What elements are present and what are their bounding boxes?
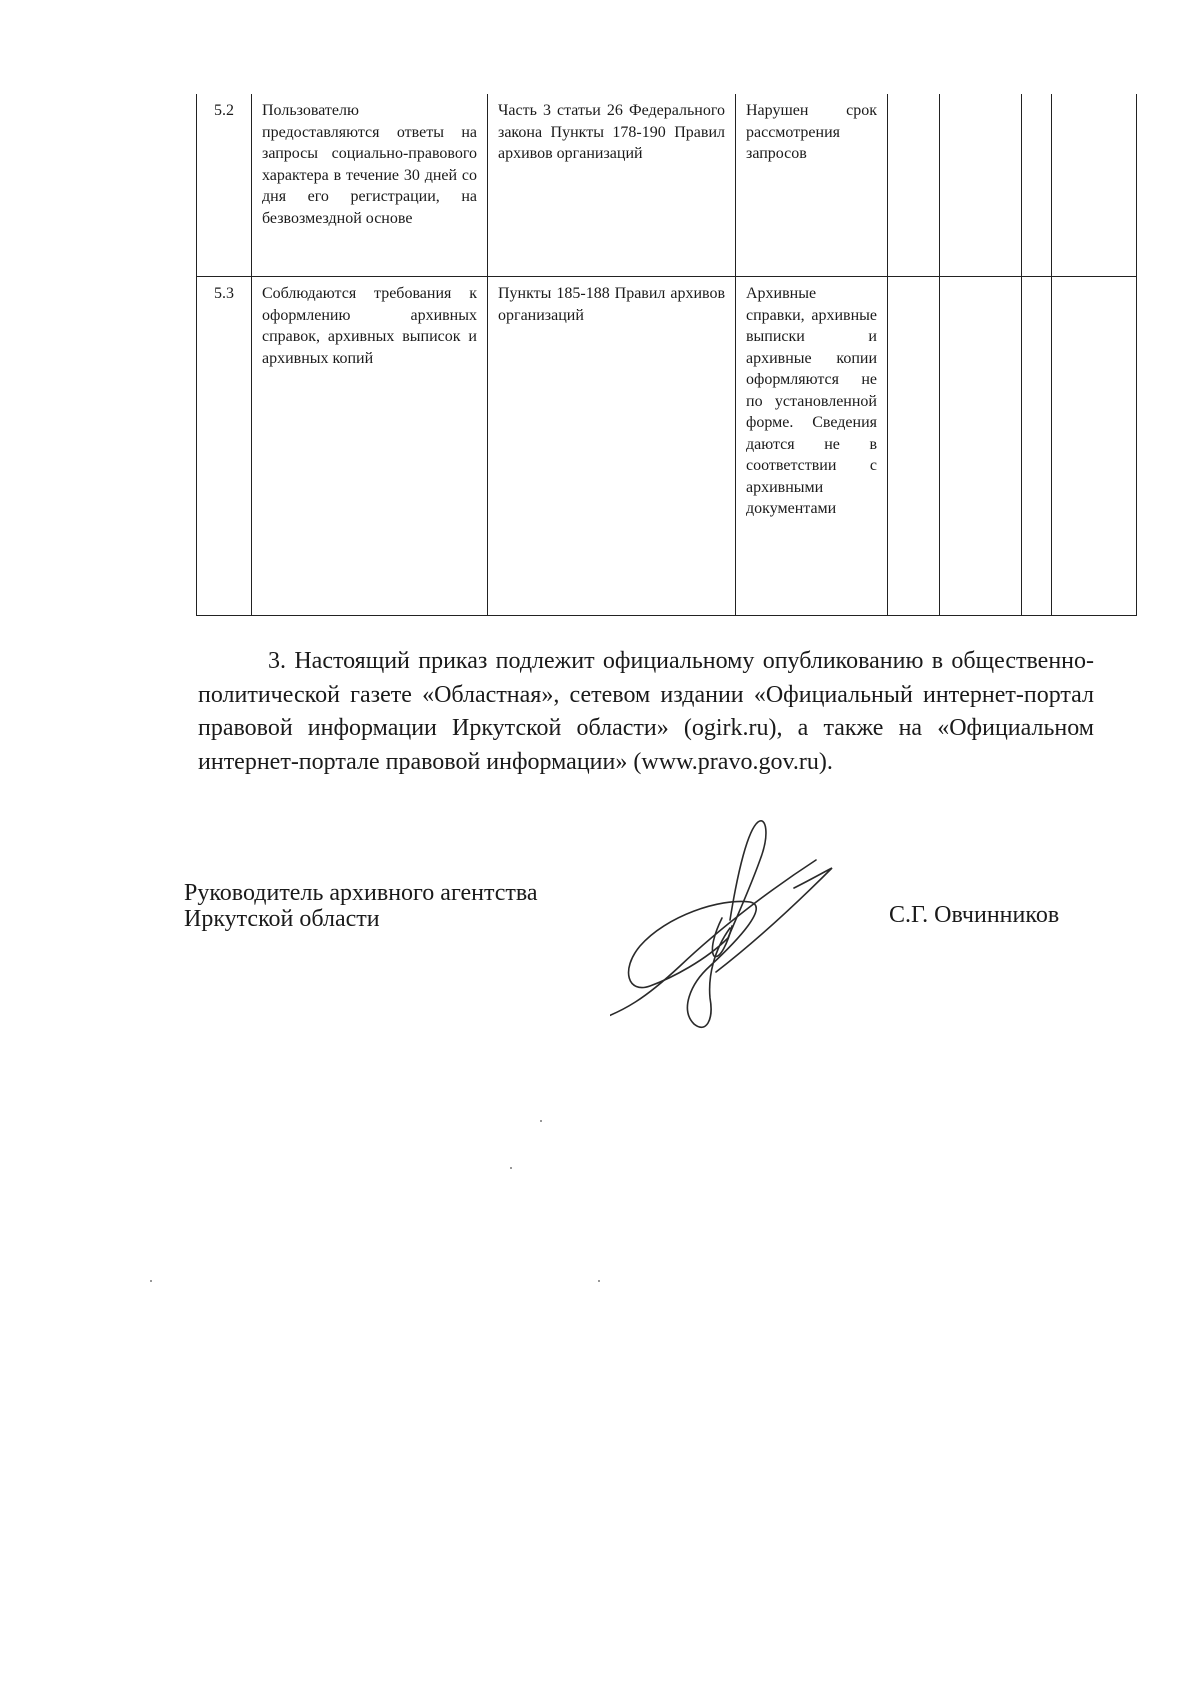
violation-cell: Нарушен срок рассмотрения запросов: [736, 94, 888, 277]
empty-cell: [888, 277, 940, 616]
table-row: [197, 94, 1137, 277]
violation-cell: Архивные справки, архивные выписки и архивные копии оформляются не по установленной форме. Сведения даются не в соответствии с архивными документами: [736, 277, 888, 616]
violations-table: [196, 94, 1137, 616]
handwritten-signature: [610, 810, 910, 1050]
scan-speck: [510, 1167, 512, 1169]
position-line: Руководитель архивного агентства: [184, 880, 538, 906]
row-number: 5.2: [197, 94, 252, 277]
legal-basis-cell: Часть 3 статьи 26 Федерального закона Пункты 178-190 Правил архивов организаций: [488, 94, 736, 277]
legal-basis-cell: Пункты 185-188 Правил архивов организаций: [488, 277, 736, 616]
requirement-cell: Пользователю предоставляются ответы на запросы социально-правового характера в течение 30 дней со дня его регистрации, на безвозмездной основе: [252, 94, 488, 277]
scan-speck: [150, 1280, 152, 1282]
row-number: 5.3: [197, 277, 252, 616]
empty-cell: [1022, 277, 1052, 616]
position-line: Иркутской области: [184, 906, 380, 932]
empty-cell: [1052, 94, 1137, 277]
empty-cell: [940, 94, 1022, 277]
table-row: [197, 277, 1137, 616]
empty-cell: [1052, 277, 1137, 616]
scan-speck: [598, 1280, 600, 1282]
signatory-name: С.Г. Овчинников: [889, 902, 1060, 928]
empty-cell: [1022, 94, 1052, 277]
empty-cell: [888, 94, 940, 277]
signatory-position: [184, 880, 538, 932]
publication-paragraph: 3. Настоящий приказ подлежит официальному опубликованию в общественно-политической газете «Областная», сетевом издании «Официальный интернет-портал правовой информации Иркутской области» (ogirk.ru), а также на «Официальном интернет-портале правовой информации» (www.pravo.gov.ru).: [198, 648, 1094, 775]
empty-cell: [940, 277, 1022, 616]
requirement-cell: Соблюдаются требования к оформлению архивных справок, архивных выписок и архивных копий: [252, 277, 488, 616]
scan-speck: [540, 1120, 542, 1122]
